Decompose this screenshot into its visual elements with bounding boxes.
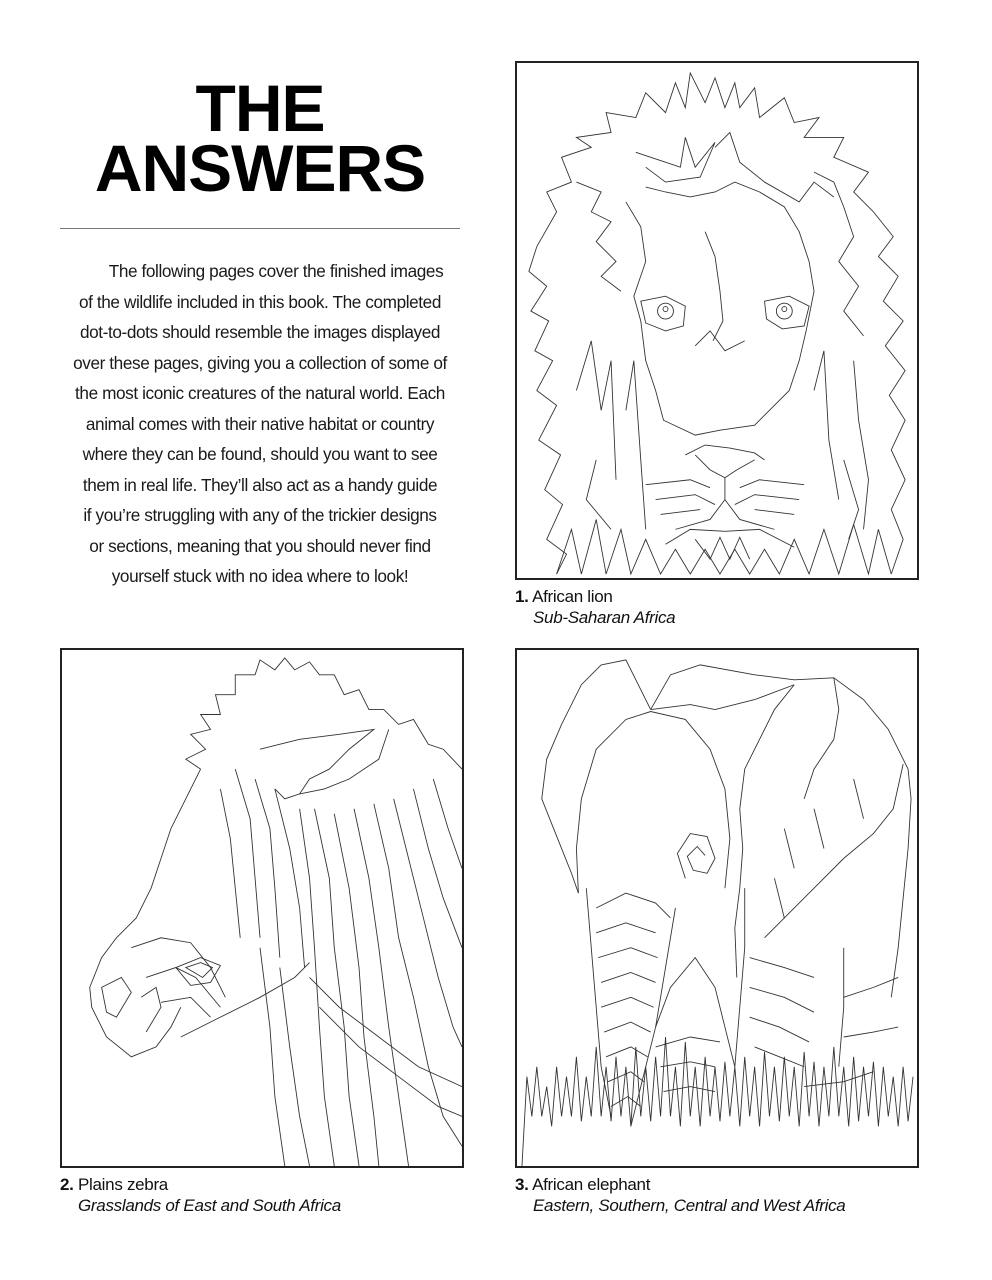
answer-number: 1. <box>515 587 529 606</box>
elephant-illustration-frame <box>515 648 919 1168</box>
intro-line: animal comes with their native habitat or country <box>85 413 435 434</box>
answer-number: 3. <box>515 1175 529 1194</box>
intro-line: the most iconic creatures of the natural world. Each <box>75 383 445 403</box>
zebra-caption <box>60 1174 341 1216</box>
intro-line: yourself stuck with no idea where to look! <box>111 566 409 586</box>
intro-line: if you’re struggling with any of the trickier designs <box>83 505 437 525</box>
animal-name: African lion <box>532 587 613 606</box>
intro-line: them in real life. They’ll also act as a handy guide <box>82 474 438 495</box>
lion-line-art-icon <box>517 63 917 578</box>
answer-number: 2. <box>60 1175 74 1194</box>
page-title-line-2: ANSWERS <box>94 131 426 205</box>
intro-line: where they can be found, should you want to see <box>82 444 438 464</box>
intro-line: dot-to-dots should resemble the images displayed <box>79 322 441 342</box>
intro-line: of the wildlife included in this book. The completed <box>78 291 441 312</box>
title-divider <box>60 228 460 229</box>
page-title <box>60 71 460 205</box>
animal-name: Plains zebra <box>78 1175 168 1194</box>
page-title-line-1: THE <box>195 71 325 145</box>
lion-illustration-frame <box>515 61 919 580</box>
elephant-line-art-icon <box>517 650 917 1166</box>
intro-line: or sections, meaning that you should never find <box>89 535 431 556</box>
animal-habitat: Sub-Saharan Africa <box>533 608 676 627</box>
lion-caption <box>515 586 675 628</box>
animal-habitat: Grasslands of East and South Africa <box>78 1196 341 1215</box>
animal-name: African elephant <box>532 1175 651 1194</box>
zebra-illustration-frame <box>60 648 464 1168</box>
intro-line: over these pages, giving you a collection of some of <box>73 352 447 373</box>
intro-paragraph <box>58 256 462 592</box>
intro-line: The following pages cover the finished images <box>108 261 444 281</box>
animal-habitat: Eastern, Southern, Central and West Africa <box>533 1196 846 1215</box>
elephant-caption <box>515 1174 845 1216</box>
zebra-line-art-icon <box>62 650 462 1166</box>
